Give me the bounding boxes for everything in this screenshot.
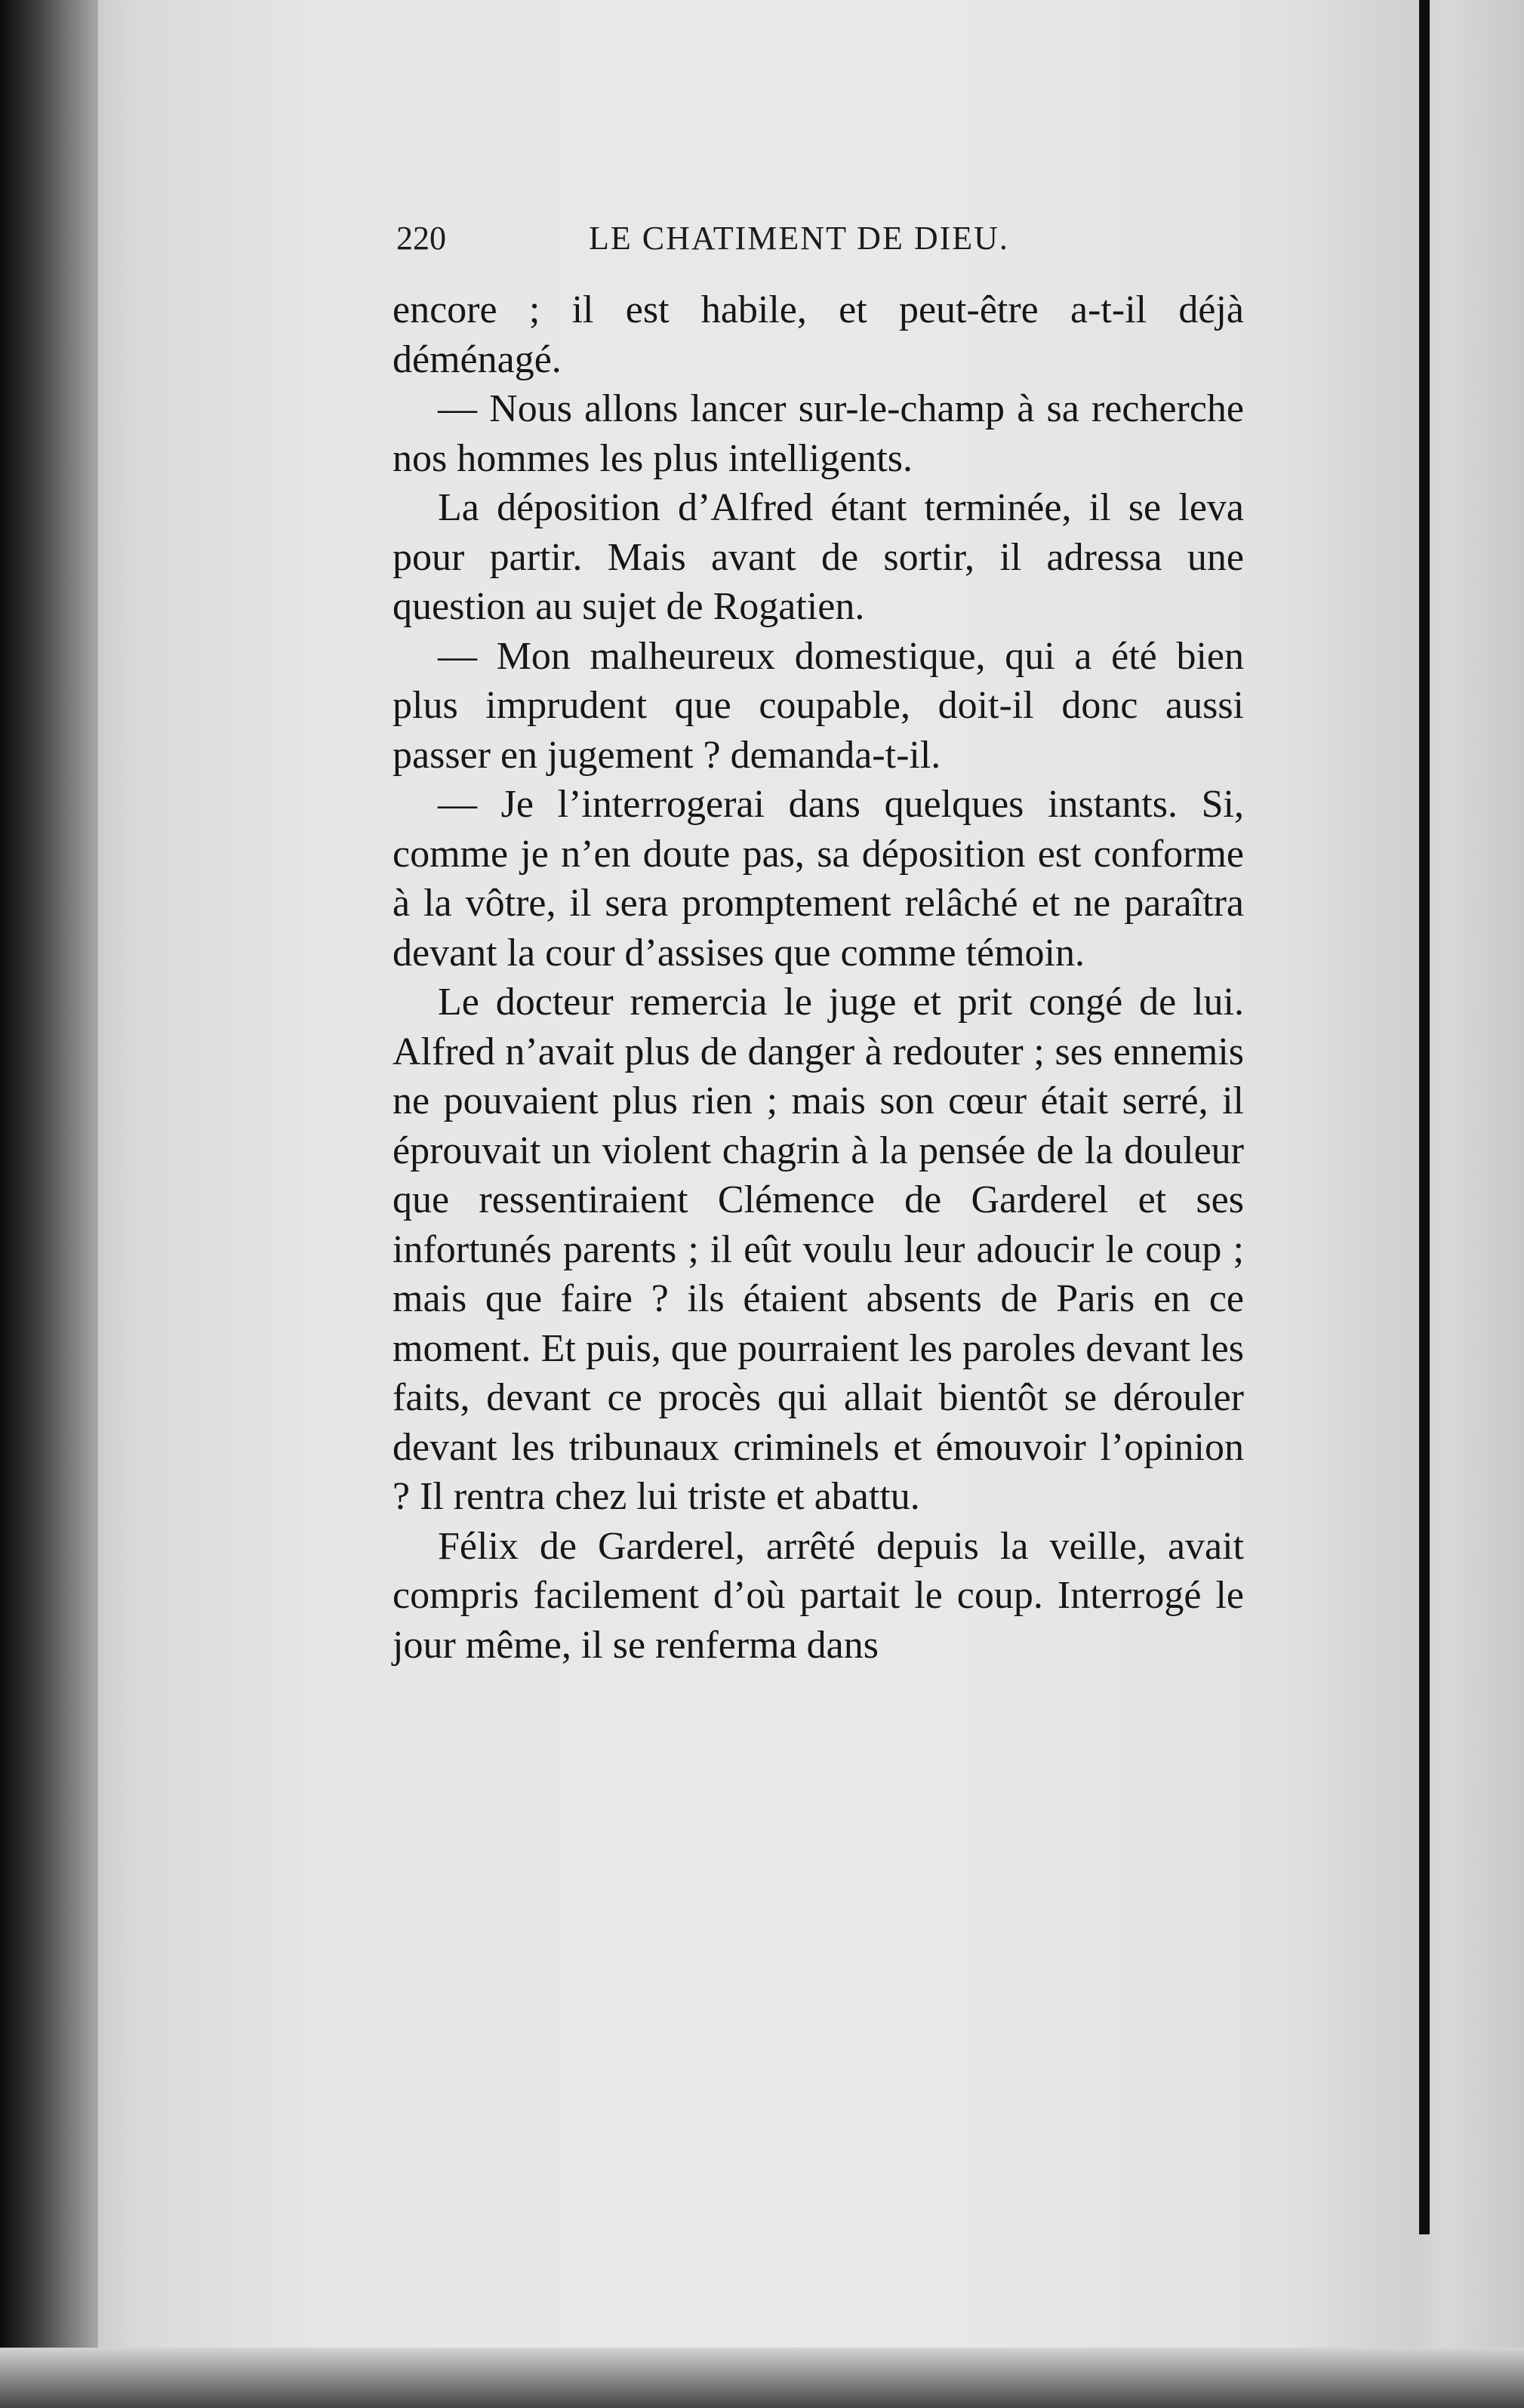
- paragraph: — Nous allons lancer sur-le-champ à sa recherche nos hommes les plus intelligents.: [393, 387, 1244, 480]
- paragraph: Félix de Garderel, arrêté depuis la veille, avait compris facilement d’où partait le coup. Interrogé le jour même, il se renferma dans: [393, 1524, 1244, 1667]
- book-binding-shadow: [0, 0, 98, 2408]
- body-text: [393, 285, 1244, 1670]
- running-header: [396, 219, 1242, 264]
- page-edge-rule: [1419, 0, 1430, 2234]
- paragraph: — Mon malheureux domestique, qui a été bien plus imprudent que coupable, doit-il donc aussi passer en jugement ? demanda-t-il.: [393, 634, 1244, 777]
- page-number: 220: [396, 220, 446, 257]
- paragraph: — Je l’interrogerai dans quelques instants. Si, comme je n’en doute pas, sa déposition est conforme à la vôtre, il sera promptement relâché et ne paraîtra devant la cour d’assises que comme témoin.: [393, 783, 1244, 975]
- running-title: LE CHATIMENT DE DIEU.: [589, 220, 1009, 257]
- paragraph: encore ; il est habile, et peut-être a-t-il déjà déménagé.: [393, 288, 1244, 381]
- paragraph: La déposition d’Alfred étant terminée, il se leva pour partir. Mais avant de sortir, il adressa une question au sujet de Rogatien.: [393, 486, 1244, 628]
- bottom-page-edge: [0, 2348, 1524, 2408]
- paragraph: Le docteur remercia le juge et prit congé de lui. Alfred n’avait plus de danger à redouter ; ses ennemis ne pouvaient plus rien ; mais son cœur était serré, il éprouvait un violent chagrin à la pensée de la douleur que ressentiraient Clémence de Garderel et ses infortunés parents ; il eût voulu leur adoucir le coup ; mais que faire ? ils étaient absents de Paris en ce moment. Et puis, que pourraient les paroles devant les faits, devant ce procès qui allait bientôt se dérouler devant les tribunaux criminels et émouvoir l’opinion ? Il rentra chez lui triste et abattu.: [393, 981, 1244, 1518]
